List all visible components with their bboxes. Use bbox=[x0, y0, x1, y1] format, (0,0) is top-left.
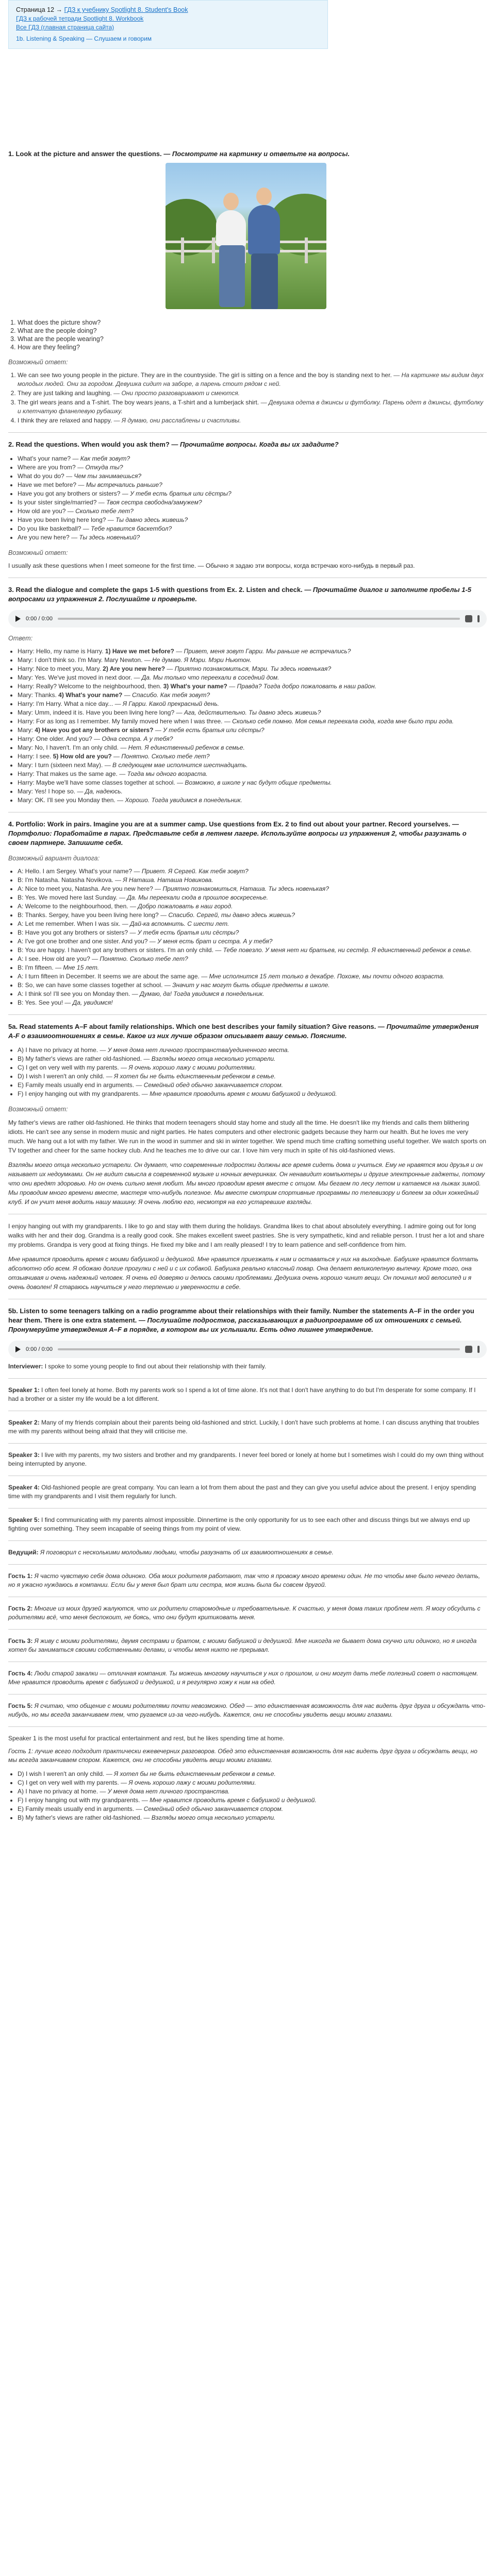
list-item: • Mary: Yes! I hope so. — Да, надеюсь. bbox=[18, 787, 487, 796]
answer-text-en-2: I enjoy hanging out with my grandparents. I like to go and stay with them during the holidays. Grandma likes to chat about absolutely everything. I admire going out for long walks with her and their dog. Grandma is a really good cook. She makes excellent sweet pastries. She is very sympathetic, kind and reliable person. I trust her a lot and share my problems. Grandpa is very good at fixing things. He fixed my bike and I am really pleased! I try to learn patience and self-confidence from him. bbox=[8, 1223, 485, 1248]
list-item: • Where are you from? — Откуда ты? bbox=[18, 463, 487, 472]
photo-two-teenagers bbox=[166, 163, 326, 309]
answers-label: Возможный ответ: bbox=[8, 1106, 68, 1113]
list-item: • A: I turn fifteen in December. It seems we are about the same age. — Мне исполнится 15 лет только в декабре. Похоже, мы почти одного возраста. bbox=[18, 972, 487, 981]
list-item: 3. What are the people wearing? bbox=[18, 335, 487, 343]
list-item: • B: I'm fifteen. — Мне 15 лет. bbox=[18, 963, 487, 972]
translation-line: Гость 2: Многие из моих друзей жалуются, что их родители старомодные и требовательные. К счастью, у меня дома таких проблем нет. Я могу обсудить с родителями всё, что меня беспокоит, не боясь, что они будут критиковать меня. bbox=[8, 1605, 481, 1621]
list-item: • C) I get on very well with my parents. — Я очень хорошо лажу с моими родителями. bbox=[18, 1063, 487, 1072]
summary-ru: Гость 1: лучше всего подходит практически ежевечерних разговоров. Обед это единственная возможность для нас видеть друг друга и обсуждать вещи, но мы всегда заканчиваем спором. Кажется, они не способны увидеть вещи моими глазами. bbox=[8, 1748, 477, 1764]
list-item: • Mary: I don't think so. I'm Mary. Mary Newton. — Не думаю. Я Мэри. Мэри Ньютон. bbox=[18, 656, 487, 665]
more-options-icon[interactable] bbox=[477, 615, 480, 622]
answers-label: Возможный вариант диалога: bbox=[8, 855, 100, 862]
list-item: • B: I'm Natasha. Natasha Novikova. — Я Наташа. Наташа Новикова. bbox=[18, 876, 487, 885]
exercise-2-list bbox=[8, 454, 487, 542]
list-item: • Mary: 4) Have you got any brothers or sisters? — У тебя есть братья или сёстры? bbox=[18, 726, 487, 735]
list-item: • B: So, we can have some classes together at school. — Значит у нас могут быть общие предметы в школе. bbox=[18, 981, 487, 990]
list-item: • Mary: Umm, indeed it is. Have you been living here long? — Ага, действительно. Ты давно здесь живешь? bbox=[18, 708, 487, 717]
exercise-3-title: 3. Read the dialogue and complete the gaps 1-5 with questions from Ex. 2. Listen and check. — Прочитайте диалог и заполните пробелы 1-5 вопросами из упражнения 2. Послушайте и проверьте. bbox=[8, 586, 472, 603]
divider bbox=[8, 1540, 487, 1541]
list-item: • A) I have no privacy at home. — У меня дома нет личного пространства. bbox=[18, 1787, 487, 1796]
speaker-line: Speaker 5: I find communicating with my parents almost impossible. Dinnertime is the only opportunity for us to see each other and discuss things but we always end up fighting over something. They seem incapable of seeing things from my point of view. bbox=[8, 1516, 470, 1532]
answer-text-ru: Взгляды моего отца несколько устарели. Он думает, что современные подростки должны все время сидеть дома и учиться. Ему не нравятся мои друзья и он называет их недоумками. Он не видит смысла в современной музыке и ночных вечеринках. Он ненавидит компьютеры и другие электронные гаджеты, потому что они вредят здоровью. Но он очень сильно меня любит. Мы много проводим время вместе с отцом. Мы бегаем по лесу летом и катаемся на лыжах зимой. Мы проводим много времени вместе, мастеря что-нибудь полезное. Мы вместе смотрим спортивные программы по телевизору и болеем за один хоккейный клуб. И он учит меня водить нашу машину. Я очень люблю его, несмотря на его устаревшие взгляды. bbox=[8, 1161, 485, 1206]
list-item: • D) I wish I weren't an only child. — Я хотел бы не быть единственным ребенком в семье. bbox=[18, 1072, 487, 1081]
list-item: 1. What does the picture show? bbox=[18, 318, 487, 327]
speaker-line: Speaker 2: Many of my friends complain about their parents being old-fashioned and strict. Luckily, I don't have such problems at home. I can discuss anything that troubles me with my parents without being afraid that they will criticise me. bbox=[8, 1419, 480, 1435]
list-item: • A: I see. How old are you? — Понятно. Сколько тебе лет? bbox=[18, 955, 487, 963]
list-item: • Harry: Hello, my name is Harry. 1) Have we met before? — Привет, меня зовут Гарри. Мы раньше не встречались? bbox=[18, 647, 487, 656]
answers-label: Возможный ответ: bbox=[8, 549, 68, 556]
list-item: • Harry: That makes us the same age. — Тогда мы одного возраста. bbox=[18, 770, 487, 778]
audio-time: 0:00 / 0:00 bbox=[26, 1346, 53, 1352]
divider bbox=[8, 1508, 487, 1509]
list-item: • B: You are happy. I haven't got any brothers or sisters. I'm an only child. — Тебе повезло. У меня нет ни братьев, ни сестёр. Я единственный ребенок в семье. bbox=[18, 946, 487, 955]
list-item: • Harry: Nice to meet you, Mary. 2) Are you new here? — Приятно познакомиться, Мэри. Ты здесь новенькая? bbox=[18, 665, 487, 673]
list-item: 4. How are they feeling? bbox=[18, 343, 487, 351]
list-item: 1. We can see two young people in the picture. They are in the countryside. The girl is sitting on a fence and the boy is standing next to her. — На картинке мы видим двух молодых людей. Они за городом. Девушка сидит на заборе, а парень стоит рядом с ней. bbox=[18, 371, 487, 388]
list-item: • C) I get on very well with my parents. — Я очень хорошо лажу с моими родителями. bbox=[18, 1778, 487, 1787]
list-item: • B) My father's views are rather old-fashioned. — Взгляды моего отца несколько устарели. bbox=[18, 1814, 487, 1822]
home-link[interactable]: Все ГДЗ (главная страница сайта) bbox=[16, 24, 114, 31]
exercise-2-title: 2. Read the questions. When would you ask them? — Прочитайте вопросы. Когда вы их зададите? bbox=[8, 440, 339, 448]
list-item: • Mary: Yes. We've just moved in next door. — Да. Мы только что переехали в соседний дом. bbox=[18, 673, 487, 682]
list-item: • B) My father's views are rather old-fashioned. — Взгляды моего отца несколько устарели. bbox=[18, 1055, 487, 1063]
list-item: • B: Yes. See you! — Да, увидимся! bbox=[18, 998, 487, 1007]
exercise-5b-answers bbox=[8, 1770, 487, 1822]
studentbook-link[interactable]: ГДЗ к учебнику Spotlight 8. Student's Book bbox=[64, 6, 188, 13]
list-item: • B: Have you got any brothers or sisters? — У тебя есть братья или сёстры? bbox=[18, 928, 487, 937]
list-item: • Mary: Thanks. 4) What's your name? — Спасибо. Как тебя зовут? bbox=[18, 691, 487, 700]
list-item: • Have we met before? — Мы встречались раньше? bbox=[18, 481, 487, 489]
list-item: • Mary: I turn (sixteen next May). — В следующем мае исполнится шестнадцать. bbox=[18, 761, 487, 770]
list-item: • E) Family meals usually end in arguments. — Семейный обед обычно заканчивается спором. bbox=[18, 1805, 487, 1814]
list-item: • B: Yes. We moved here last Sunday. — Да. Мы переехали сюда в прошлое воскресенье. bbox=[18, 893, 487, 902]
list-item: • Harry: Really? Welcome to the neighbourhood, then. 3) What's your name? — Правда? Тогда добро пожаловать в наш район. bbox=[18, 682, 487, 691]
list-item: • Are you new here? — Ты здесь новенький? bbox=[18, 533, 487, 542]
audio-progress-slider[interactable] bbox=[58, 1348, 460, 1350]
play-icon[interactable] bbox=[15, 1346, 21, 1352]
list-item: • F) I enjoy hanging out with my grandparents. — Мне нравится проводить время с бабушкой и дедушкой. bbox=[18, 1796, 487, 1805]
list-item: • A: I think so! I'll see you on Monday then. — Думаю, да! Тогда увидимся в понедельник. bbox=[18, 990, 487, 998]
list-item: • What do you do? — Чем ты занимаешься? bbox=[18, 472, 487, 481]
speaker-line: Speaker 1: I often feel lonely at home. Both my parents work so I spend a lot of time alone. It's not that I don't have anything to do but I'm desperate for some company. If I had a brother or a sister my life would be a lot different. bbox=[8, 1386, 476, 1402]
list-item: • A: Welcome to the neighbourhood, then. — Добро пожаловать в наш город. bbox=[18, 902, 487, 911]
play-icon[interactable] bbox=[15, 616, 21, 622]
exercise-5b-title: 5b. Listen to some teenagers talking on a radio programme about their relationships with their family. Number the statements A–F in the order you hear them. There is one extra statement. — Послушайте подростков, рассказывающих в радиопрограмме об их отношениях с семьей. Пронумеруйте утверждения A–F в порядке, в котором вы их услышали. Есть одно лишнее утверждение. bbox=[8, 1307, 474, 1333]
answer-text: I usually ask these questions when I meet someone for the first time. — Обычно я задаю эти вопросы, когда встречаю кого-нибудь в первый раз. bbox=[8, 562, 415, 569]
list-item: • Mary: OK. I'll see you Monday then. — Хорошо. Тогда увидимся в понедельник. bbox=[18, 796, 487, 805]
workbook-link[interactable]: ГДЗ к рабочей тетради Spotlight 8. Workbook bbox=[16, 15, 144, 22]
list-item: 2. They are just talking and laughing. — Они просто разговаривают и смеются. bbox=[18, 389, 487, 398]
list-item: • A: Let me remember. When I was six. — Дай-ка вспомнить. С шести лет. bbox=[18, 920, 487, 928]
divider bbox=[8, 1564, 487, 1565]
list-item: • A) I have no privacy at home. — У меня дома нет личного пространства/уединенного места. bbox=[18, 1046, 487, 1055]
list-item: • A: I've got one brother and one sister. And you? — У меня есть брат и сестра. А у тебя? bbox=[18, 937, 487, 946]
exercise-5a-statements bbox=[8, 1046, 487, 1098]
list-item: • Mary: No, I haven't. I'm an only child. — Нет. Я единственный ребенок в семье. bbox=[18, 743, 487, 752]
answer-text-en: My father's views are rather old-fashioned. He thinks that modern teenagers should stay home and study all the time. He doesn't like my friends and calls them blithering idiots. He can't see any sense in modern music and night parties. He hates computers and other electronic gadgets because they harm our health. But he loves me very much. We hang out a lot with my father. We run in the wood in summer and ski in winter together. We spend much time crafting something useful together. We watch sports on TV together and cheer for the same hockey club. And he teaches me to drive our car. I love him very much in spite of his old-fashioned views. bbox=[8, 1119, 486, 1154]
divider bbox=[8, 1378, 487, 1379]
exercise-4-title: 4. Portfolio: Work in pairs. Imagine you are at a summer camp. Use questions from Ex. 2 to find out about your partner. Record yourselves. — Портфолио: Поработайте в парах. Представьте себя в летнем лагере. Используйте вопросы из упражнения 2, чтобы разузнать о своем партнере. Запишите себя. bbox=[8, 820, 467, 846]
more-options-icon[interactable] bbox=[477, 1346, 480, 1353]
list-item: • Have you got any brothers or sisters? — У тебя есть братья или сёстры? bbox=[18, 489, 487, 498]
speaker-line: Speaker 4: Old-fashioned people are great company. You can learn a lot from them about the past and they can give you useful advice about the present. I enjoy spending time with my grandparents and I visit them regularly for lunch. bbox=[8, 1484, 476, 1500]
list-item: • Harry: I'm Harry. What a nice day... — Я Гарри. Какой прекрасный день. bbox=[18, 700, 487, 708]
list-item: 4. I think they are relaxed and happy. — Я думаю, они расслаблены и счастливы. bbox=[18, 416, 487, 425]
page-number: Страница 12 bbox=[16, 6, 55, 13]
exercise-5a-title: 5a. Read statements A–F about family relationships. Which one best describes your family situation? Give reasons. — Прочитайте утверждения A-F о взаимоотношениях в семье. Какое из них лучше образом описывает вашу семью. Поясните. bbox=[8, 1023, 479, 1040]
list-item: • Harry: I see. 5) How old are you? — Понятно. Сколько тебе лет? bbox=[18, 752, 487, 761]
answers-label: Возможный ответ: bbox=[8, 359, 68, 366]
list-item: • A: Hello. I am Sergey. What's your name? — Привет. Я Сергей. Как тебя зовут? bbox=[18, 867, 487, 876]
list-item: • What's your name? — Как тебя зовут? bbox=[18, 454, 487, 463]
list-item: • Harry: Maybe we'll have some classes together at school. — Возможно, в школе у нас будут общие предметы. bbox=[18, 778, 487, 787]
list-item: • F) I enjoy hanging out with my grandparents. — Мне нравится проводить время с моими бабушкой и дедушкой. bbox=[18, 1090, 487, 1098]
list-item: • Harry: One older. And you? — Одна сестра. А у тебя? bbox=[18, 735, 487, 743]
divider bbox=[8, 1726, 487, 1727]
list-item: • A: Nice to meet you, Natasha. Are you new here? — Приятно познакомиться, Наташа. Ты здесь новенькая? bbox=[18, 885, 487, 893]
exercise-3-dialog bbox=[8, 647, 487, 805]
volume-icon[interactable] bbox=[465, 615, 472, 622]
divider bbox=[8, 1443, 487, 1444]
list-item: 2. What are the people doing? bbox=[18, 327, 487, 335]
list-item: • D) I wish I weren't an only child. — Я хотел бы не быть единственным ребенком в семье. bbox=[18, 1770, 487, 1778]
volume-icon[interactable] bbox=[465, 1346, 472, 1353]
list-item: • Is your sister single/married? — Твоя сестра свободна/замужем? bbox=[18, 498, 487, 507]
exercise-4-dialog bbox=[8, 867, 487, 1007]
list-item: • Have you been living here long? — Ты давно здесь живешь? bbox=[18, 516, 487, 524]
translation-line: Гость 5: Я считаю, что общение с моими родителями почти невозможно. Обед — это единственная возможность для нас видеть друг друга и обсуждать что-нибудь, но мы всегда заканчиваем тем, что ругаемся из-за чего-нибудь. Кажется, они не способны увидеть вещи моими глазами. bbox=[8, 1702, 486, 1718]
audio-time: 0:00 / 0:00 bbox=[26, 616, 53, 622]
exercise-1-answers bbox=[8, 371, 487, 425]
list-item: • Harry: For as long as I remember. My family moved here when I was three. — Сколько себя помню. Моя семья переехала сюда, когда мне было три года. bbox=[18, 717, 487, 726]
section-title: 1b. Listening & Speaking — Слушаем и говорим bbox=[16, 35, 152, 42]
answer-text-ru-2: Мне нравится проводить время с моими бабушкой и дедушкой. Мне нравится приезжать к ним и оставаться у них на выходные. Бабушке нравится болтать абсолютно обо всем. Я обожаю долгие прогулки с ней и с их собакой. Бабушка реально классный повар. Она делает великолепную выпечку. Кроме того, она отзывчивая и очень надежный человек. Я очень ей доверяю и делюсь своими проблемами. Дедушка очень хорошо чинит вещи. Он починил мой велосипед и я очень доволен! Я стараюсь научиться у него терпению и уверенности в себе. bbox=[8, 1256, 478, 1291]
interviewer-line: Interviewer: I spoke to some young people to find out about their relationship with their family. bbox=[8, 1363, 267, 1370]
audio-player[interactable] bbox=[8, 610, 487, 628]
translation-line: Гость 3: Я живу с моими родителями, двумя сестрами и братом, с моими бабушкой и дедушкой. Мне никогда не бывает дома скучно или одиноко, но я иногда хотел бы заниматься своими собственными делами, и чтобы меня никто не прерывал. bbox=[8, 1637, 477, 1653]
navigation-box bbox=[8, 0, 328, 49]
summary-en: Speaker 1 is the most useful for practical entertainment and rest, but he likes spending time at home. bbox=[8, 1735, 285, 1742]
breadcrumb: Страница 12 → ГДЗ к учебнику Spotlight 8. Student's Book bbox=[16, 6, 188, 13]
exercise-1-title: 1. Look at the picture and answer the questions. — Посмотрите на картинку и ответьте на вопросы. bbox=[8, 150, 350, 158]
divider bbox=[8, 1014, 487, 1015]
answers-label: Ответ: bbox=[8, 635, 33, 642]
translation-line: Ведущий: Я поговорил с несколькими молодыми людьми, чтобы разузнать об их взаимоотношениях в семье. bbox=[8, 1549, 334, 1556]
translation-line: Гость 1: Я часто чувствую себя дома одиноко. Оба моих родителя работают, так что я провожу много времени один. Не то чтобы мне было нечего делать, но я ужасно нуждаюсь в компании. Если бы у меня был брат или сестра, моя жизнь была бы совсем другой. bbox=[8, 1572, 481, 1588]
audio-progress-slider[interactable] bbox=[58, 618, 460, 620]
list-item: • Do you like basketball? — Тебе нравится баскетбол? bbox=[18, 524, 487, 533]
list-item: • E) Family meals usually end in arguments. — Семейный обед обычно заканчивается спором. bbox=[18, 1081, 487, 1090]
list-item: • B: Thanks. Sergey, have you been living here long? — Спасибо. Сергей, ты давно здесь живешь? bbox=[18, 911, 487, 920]
divider bbox=[8, 1629, 487, 1630]
divider bbox=[8, 432, 487, 433]
list-item: • How old are you? — Сколько тебе лет? bbox=[18, 507, 487, 516]
translation-line: Гость 4: Люди старой закалки — отличная компания. Ты можешь многому научиться у них о прошлом, и они могут дать тебе полезный совет о настоящем. Мне нравится проводить время с бабушкой и дедушкой, и я регулярно хожу к ним на обед. bbox=[8, 1670, 478, 1686]
exercise-1-questions bbox=[8, 318, 487, 351]
audio-player-2[interactable] bbox=[8, 1341, 487, 1358]
speaker-line: Speaker 3: I live with my parents, my two sisters and brother and my grandparents. I never feel bored or lonely at home but I sometimes wish I could do my own thing without being interrupted by anyone. bbox=[8, 1451, 484, 1467]
list-item: 3. The girl wears jeans and a T-shirt. The boy wears jeans, a T-shirt and a lumberjack shirt. — Девушка одета в джинсы и футболку. Парень одет в джинсы, футболку и клетчатую фланелевую рубашку. bbox=[18, 398, 487, 416]
